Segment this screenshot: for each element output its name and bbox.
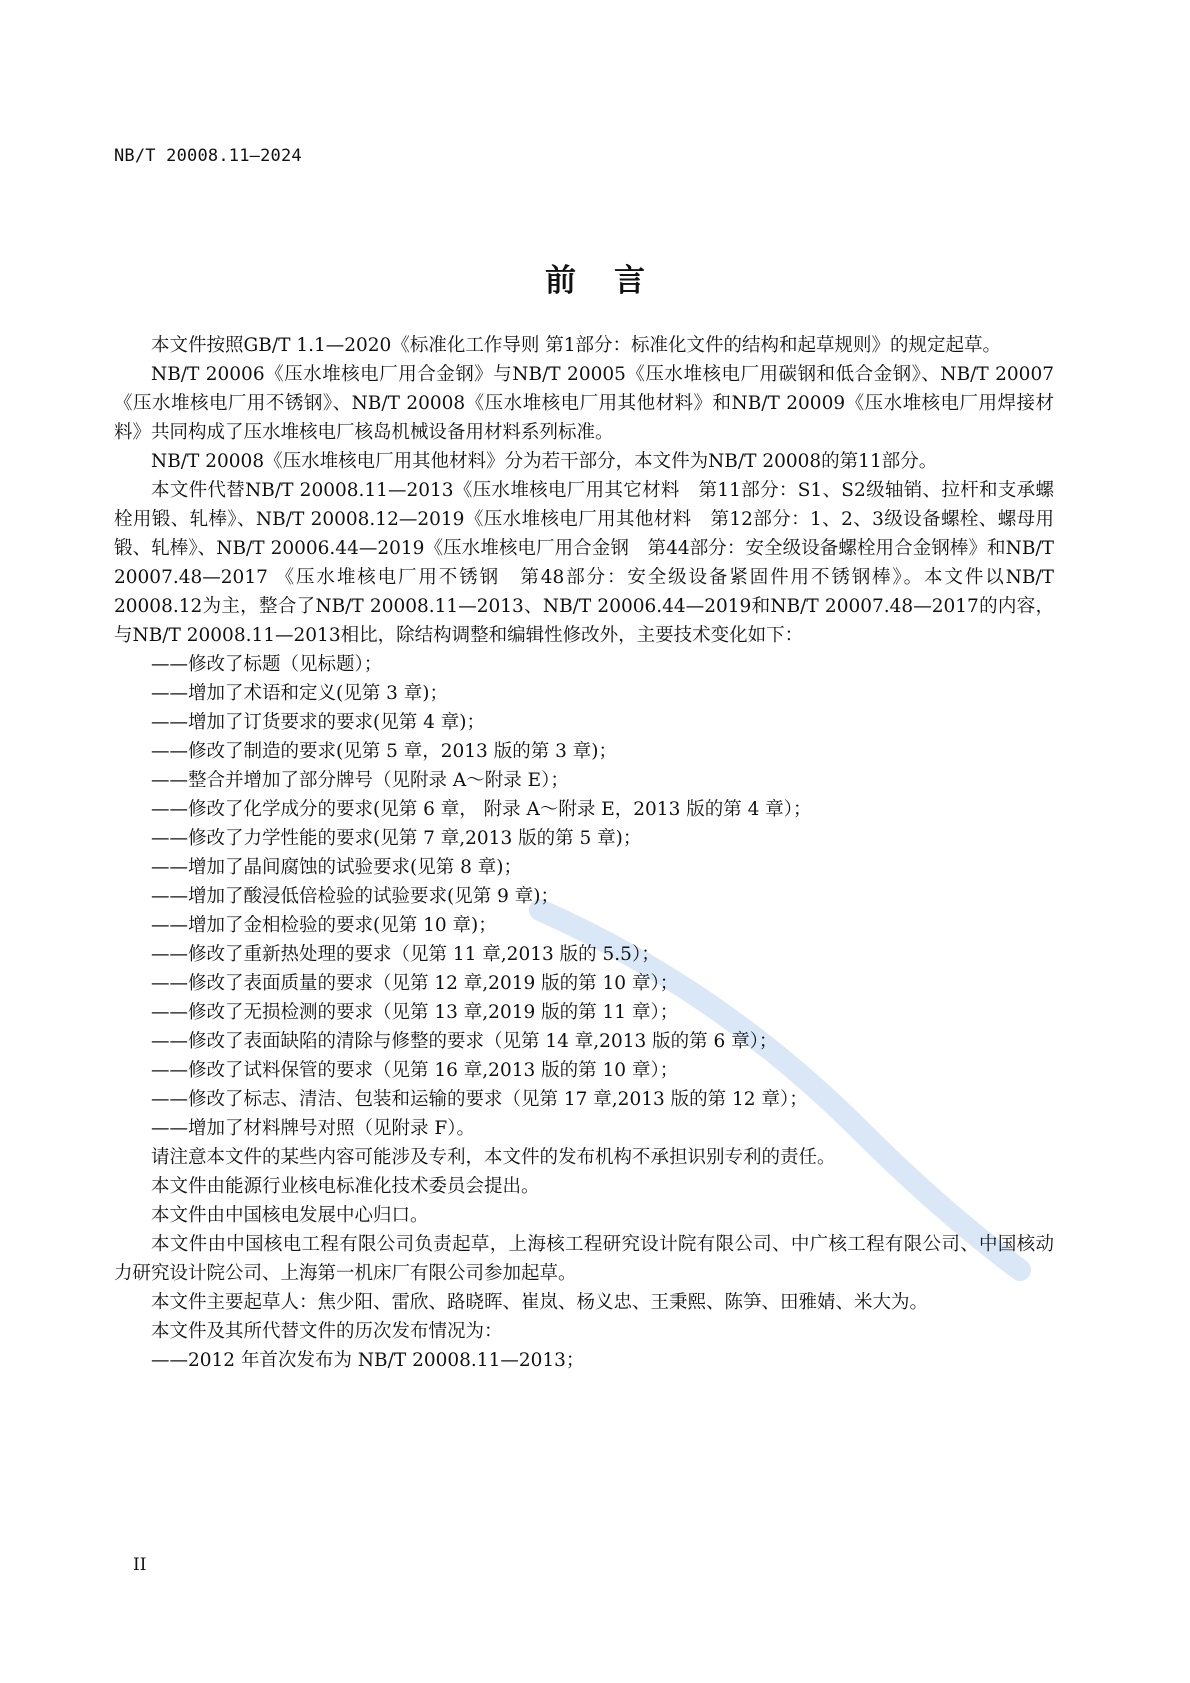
paragraph-proposer: 本文件由能源行业核电标准化技术委员会提出。	[151, 1176, 540, 1197]
paragraph-drafting-units: 本文件由中国核电工程有限公司负责起草，上海核工程研究设计院有限公司、中广核工程有限公司、中国核动力研究设计院公司、上海第一机床厂有限公司参加起草。	[114, 1234, 1054, 1284]
paragraph-centralized: 本文件由中国核电发展中心归口。	[151, 1205, 429, 1226]
change-item: ——修改了标志、清洁、包装和运输的要求（见第 17 章,2013 版的第 12 章）；	[151, 1089, 808, 1110]
paragraph-history-intro: 本文件及其所代替文件的历次发布情况为：	[151, 1321, 503, 1342]
change-item: ——修改了标题（见标题）；	[151, 654, 383, 675]
change-item: ——增加了金相检验的要求(见第 10 章)；	[151, 915, 497, 936]
change-item: ——整合并增加了部分牌号（见附录 A～附录 E）；	[151, 770, 569, 791]
page-number: II	[133, 1555, 147, 1575]
change-item: ——增加了订货要求的要求(见第 4 章)；	[151, 712, 485, 733]
change-item: ——修改了重新热处理的要求（见第 11 章,2013 版的 5.5）；	[151, 944, 660, 965]
document-number: NB/T 20008.11—2024	[114, 146, 302, 166]
change-item: ——修改了制造的要求(见第 5 章，2013 版的第 3 章)；	[151, 741, 617, 762]
change-item: ——增加了材料牌号对照（见附录 F）。	[151, 1118, 475, 1139]
change-item: ——修改了力学性能的要求(见第 7 章,2013 版的第 5 章)；	[151, 828, 642, 849]
paragraph-part-info: NB/T 20008《压水堆核电厂用其他材料》分为若干部分，本文件为NB/T 20008的第11部分。	[151, 451, 938, 472]
page-title: 前言	[545, 263, 683, 299]
change-item: ——修改了化学成分的要求(见第 6 章， 附录 A～附录 E，2013 版的第 4 章）；	[151, 799, 812, 820]
paragraph-replacement: 本文件代替NB/T 20008.11—2013《压水堆核电厂用其它材料 第11部分：S1、S2级轴销、拉杆和支承螺栓用锻、轧棒》、NB/T 20008.12—2019《压水堆核电厂用其他材料 第12部分：1、2、3级设备螺栓、螺母用锻、轧棒》、NB/T 20006.44—2019《压水堆核电厂用合金钢 第44部分：安全级设备螺栓用合金钢棒》和NB/T 20007.48—2017 《压水堆核电厂用不锈钢 第48部分：安全级设备紧固件用不锈钢棒》。本文件以NB/T 20008.12为主，整合了NB/T 20008.11—2013、NB/T 20006.44—2019和NB/T 20007.48—2017的内容，与NB/T 20008.11—2013相比，除结构调整和编辑性修改外，主要技术变化如下：	[114, 480, 1054, 646]
change-item: ——修改了表面缺陷的清除与修整的要求（见第 14 章,2013 版的第 6 章）；	[151, 1031, 778, 1052]
paragraph-drafters: 本文件主要起草人：焦少阳、雷欣、路晓晖、崔岚、杨义忠、王秉熙、陈笋、田雅婧、米大为。	[151, 1292, 929, 1313]
change-item: ——增加了术语和定义(见第 3 章)；	[151, 683, 448, 704]
paragraph-drafting-rules: 本文件按照GB/T 1.1—2020《标准化工作导则 第1部分：标准化文件的结构和起草规则》的规定起草。	[151, 335, 1001, 356]
change-item: ——修改了无损检测的要求（见第 13 章,2019 版的第 11 章）；	[151, 1002, 679, 1023]
paragraph-series-standards: NB/T 20006《压水堆核电厂用合金钢》与NB/T 20005《压水堆核电厂用碳钢和低合金钢》、NB/T 20007《压水堆核电厂用不锈钢》、NB/T 20008《压水堆核电厂用其他材料》和NB/T 20009《压水堆核电厂用焊接材料》共同构成了压水堆核电厂核岛机械设备用材料系列标准。	[114, 364, 1054, 443]
foreword-body	[114, 331, 1054, 1375]
history-item: ——2012 年首次发布为 NB/T 20008.11—2013；	[151, 1350, 585, 1371]
change-item: ——修改了表面质量的要求（见第 12 章,2019 版的第 10 章）；	[151, 973, 679, 994]
change-item: ——增加了晶间腐蚀的试验要求(见第 8 章)；	[151, 857, 522, 878]
paragraph-patent-notice: 请注意本文件的某些内容可能涉及专利，本文件的发布机构不承担识别专利的责任。	[151, 1147, 836, 1168]
change-item: ——增加了酸浸低倍检验的试验要求(见第 9 章)；	[151, 886, 559, 907]
change-item: ——修改了试料保管的要求（见第 16 章,2013 版的第 10 章）；	[151, 1060, 679, 1081]
